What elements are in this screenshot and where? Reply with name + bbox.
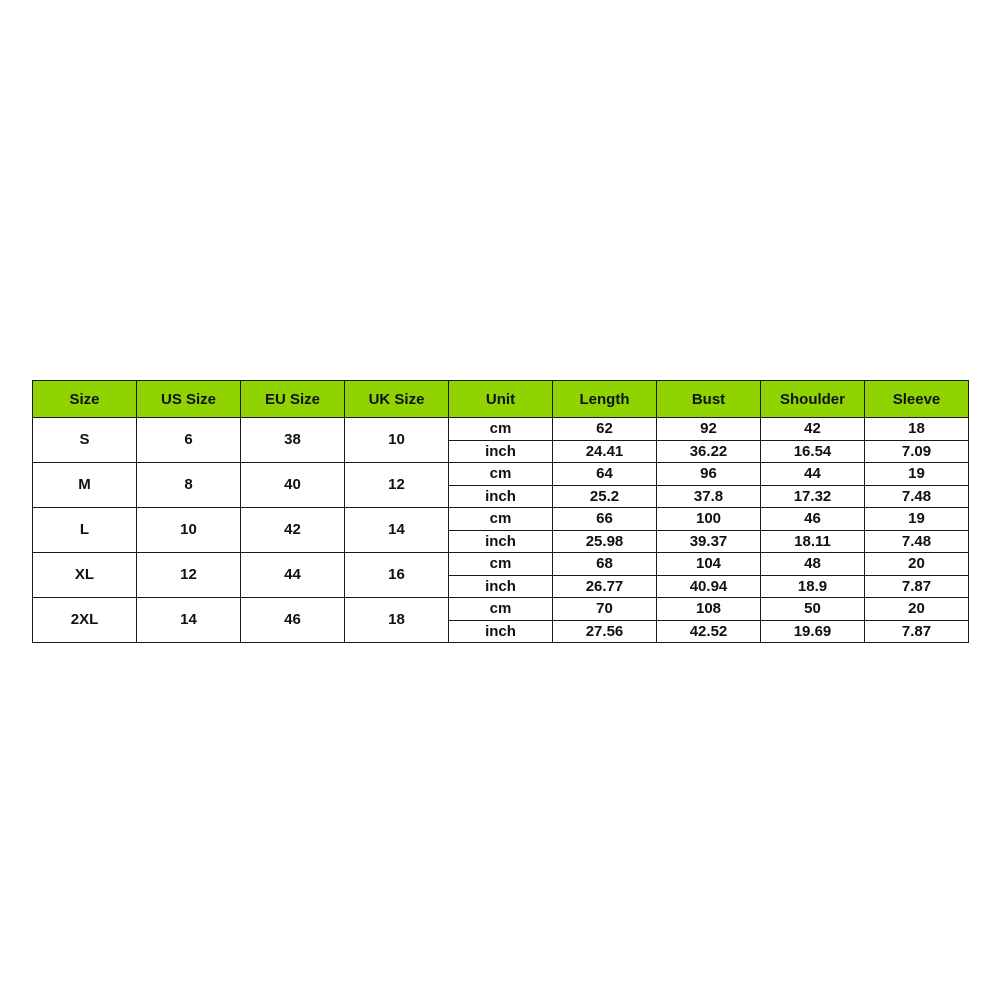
uk-size-cell: 14: [345, 508, 449, 553]
unit-inch-cell: inch: [449, 575, 553, 598]
shoulder-cell: 42: [761, 418, 865, 441]
unit-cm-cell: cm: [449, 598, 553, 621]
unit-inch-cell: inch: [449, 440, 553, 463]
length-cell: 25.2: [553, 485, 657, 508]
shoulder-cell: 18.9: [761, 575, 865, 598]
bust-cell: 96: [657, 463, 761, 486]
uk-size-cell: 10: [345, 418, 449, 463]
us-size-cell: 12: [137, 553, 241, 598]
bust-cell: 92: [657, 418, 761, 441]
header-uk-size: UK Size: [345, 381, 449, 418]
us-size-cell: 8: [137, 463, 241, 508]
shoulder-cell: 17.32: [761, 485, 865, 508]
shoulder-cell: 44: [761, 463, 865, 486]
uk-size-cell: 18: [345, 598, 449, 643]
table-row: [33, 553, 969, 576]
size-cell: L: [33, 508, 137, 553]
header-us-size: US Size: [137, 381, 241, 418]
unit-cm-cell: cm: [449, 418, 553, 441]
shoulder-cell: 46: [761, 508, 865, 531]
length-cell: 66: [553, 508, 657, 531]
table-row: [33, 598, 969, 621]
us-size-cell: 10: [137, 508, 241, 553]
table-header: [33, 381, 969, 418]
sleeve-cell: 19: [865, 463, 969, 486]
shoulder-cell: 18.11: [761, 530, 865, 553]
length-cell: 64: [553, 463, 657, 486]
us-size-cell: 6: [137, 418, 241, 463]
sleeve-cell: 7.48: [865, 485, 969, 508]
length-cell: 25.98: [553, 530, 657, 553]
header-unit: Unit: [449, 381, 553, 418]
size-chart-table: [32, 380, 969, 643]
size-cell: XL: [33, 553, 137, 598]
length-cell: 68: [553, 553, 657, 576]
sleeve-cell: 7.87: [865, 620, 969, 643]
header-length: Length: [553, 381, 657, 418]
uk-size-cell: 12: [345, 463, 449, 508]
sleeve-cell: 20: [865, 598, 969, 621]
unit-cm-cell: cm: [449, 553, 553, 576]
header-size: Size: [33, 381, 137, 418]
uk-size-cell: 16: [345, 553, 449, 598]
shoulder-cell: 19.69: [761, 620, 865, 643]
eu-size-cell: 46: [241, 598, 345, 643]
bust-cell: 42.52: [657, 620, 761, 643]
table-body: [33, 418, 969, 643]
sleeve-cell: 7.48: [865, 530, 969, 553]
bust-cell: 37.8: [657, 485, 761, 508]
length-cell: 70: [553, 598, 657, 621]
size-cell: M: [33, 463, 137, 508]
sleeve-cell: 18: [865, 418, 969, 441]
us-size-cell: 14: [137, 598, 241, 643]
bust-cell: 40.94: [657, 575, 761, 598]
shoulder-cell: 16.54: [761, 440, 865, 463]
header-bust: Bust: [657, 381, 761, 418]
sleeve-cell: 7.09: [865, 440, 969, 463]
unit-inch-cell: inch: [449, 485, 553, 508]
sleeve-cell: 19: [865, 508, 969, 531]
bust-cell: 36.22: [657, 440, 761, 463]
unit-cm-cell: cm: [449, 508, 553, 531]
size-cell: 2XL: [33, 598, 137, 643]
length-cell: 24.41: [553, 440, 657, 463]
eu-size-cell: 42: [241, 508, 345, 553]
unit-cm-cell: cm: [449, 463, 553, 486]
header-row: [33, 381, 969, 418]
unit-inch-cell: inch: [449, 530, 553, 553]
sleeve-cell: 20: [865, 553, 969, 576]
bust-cell: 39.37: [657, 530, 761, 553]
shoulder-cell: 48: [761, 553, 865, 576]
sleeve-cell: 7.87: [865, 575, 969, 598]
length-cell: 27.56: [553, 620, 657, 643]
table-row: [33, 508, 969, 531]
bust-cell: 108: [657, 598, 761, 621]
header-sleeve: Sleeve: [865, 381, 969, 418]
length-cell: 26.77: [553, 575, 657, 598]
bust-cell: 104: [657, 553, 761, 576]
header-eu-size: EU Size: [241, 381, 345, 418]
length-cell: 62: [553, 418, 657, 441]
table-row: [33, 418, 969, 441]
eu-size-cell: 44: [241, 553, 345, 598]
eu-size-cell: 40: [241, 463, 345, 508]
header-shoulder: Shoulder: [761, 381, 865, 418]
unit-inch-cell: inch: [449, 620, 553, 643]
bust-cell: 100: [657, 508, 761, 531]
shoulder-cell: 50: [761, 598, 865, 621]
table-row: [33, 463, 969, 486]
size-cell: S: [33, 418, 137, 463]
eu-size-cell: 38: [241, 418, 345, 463]
